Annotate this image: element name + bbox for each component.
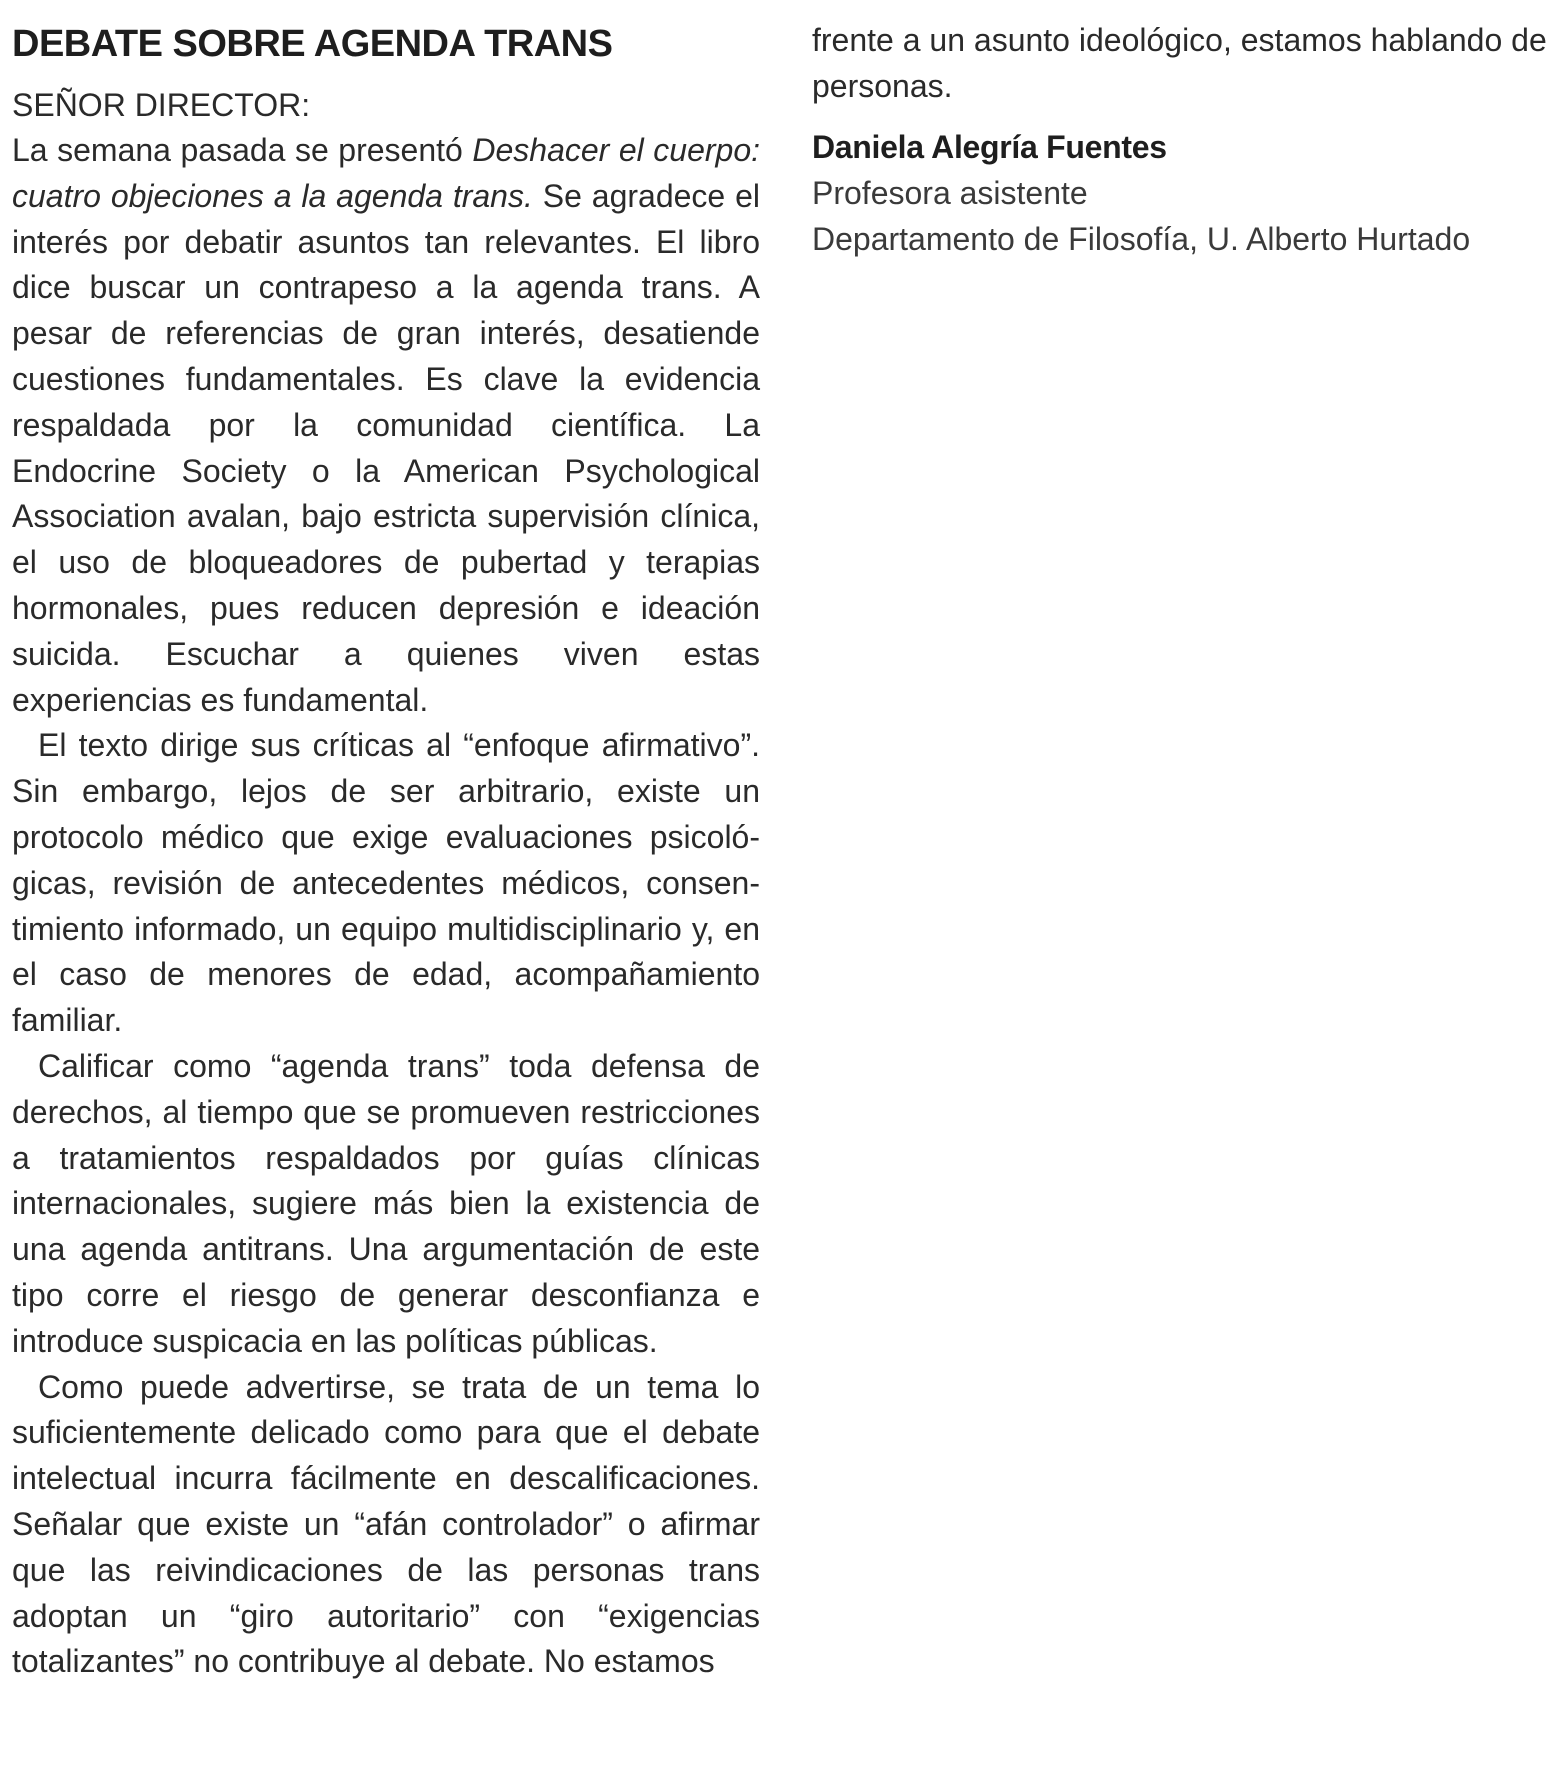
book-title: Deshacer el cuerpo: cuatro objeciones a la agenda trans.: [12, 132, 761, 214]
signature-affiliation: Departamento de Filosofía, U. Alberto Hurtado: [812, 220, 1471, 257]
paragraph-1-lead: La semana pasada se presentó: [12, 132, 473, 168]
letter-column-left: [12, 16, 760, 1685]
signature-title: Profesora asistente: [812, 174, 1088, 211]
letter-column-right: [812, 18, 1552, 262]
paragraph-3: Calificar como “agenda trans” toda defensa de derechos, al tiempo que se promueven restricciones a tratamientos respaldados por guías clínicas internacionales, sugiere más bien la existencia de una agenda antitrans. Una argumentación de este tipo corre el riesgo de generar desconfianza e introduce suspicacia en las políticas públicas.: [12, 1047, 760, 1359]
headline: DEBATE SOBRE AGENDA TRANS: [12, 23, 613, 65]
salutation: SEÑOR DIRECTOR:: [12, 87, 311, 123]
paragraph-4: Como puede advertirse, se trata de un tema lo suficientemente delicado como para que el debate intelectual incurra fácilmente en descalificaciones. Señalar que existe un “afán controlador” o afirmar que las reivindicaciones de las personas trans adoptan un “giro autoritario” con “exigencias totalizantes” no contribuye al debate. No estamos: [12, 1368, 760, 1680]
paragraph-1-rest: Se agradece el interés por debatir asuntos tan relevantes. El libro dice buscar un contrapeso a la agenda trans. A pesar de referencias de gran interés, desatiende cuestiones fundamentales. Es clave la evidencia respaldada por la comunidad científica. La Endocrine Society o la American Psychological Association avalan, bajo estricta supervisión clínica, el uso de bloqueadores de pubertad y terapias hormonales, pues reducen depresión e ideación suicida. Escuchar a quienes viven estas experiencias es fundamental.: [12, 177, 761, 718]
paragraph-4-continued: frente a un asunto ideológico, estamos hablando de personas.: [812, 22, 1547, 104]
paragraph-1: [12, 128, 760, 723]
signature-name: Daniela Alegría Fuentes: [812, 128, 1167, 165]
paragraph-2: El texto dirige sus críticas al “enfoque afirmativo”. Sin embargo, lejos de ser arbitrario, existe un protocolo médico que exige evaluaciones psicológicas, revisión de antecedentes médicos, consentimiento informado, un equipo multidisciplinario y, en el caso de menores de edad, acompañamiento familiar.: [12, 727, 760, 1039]
